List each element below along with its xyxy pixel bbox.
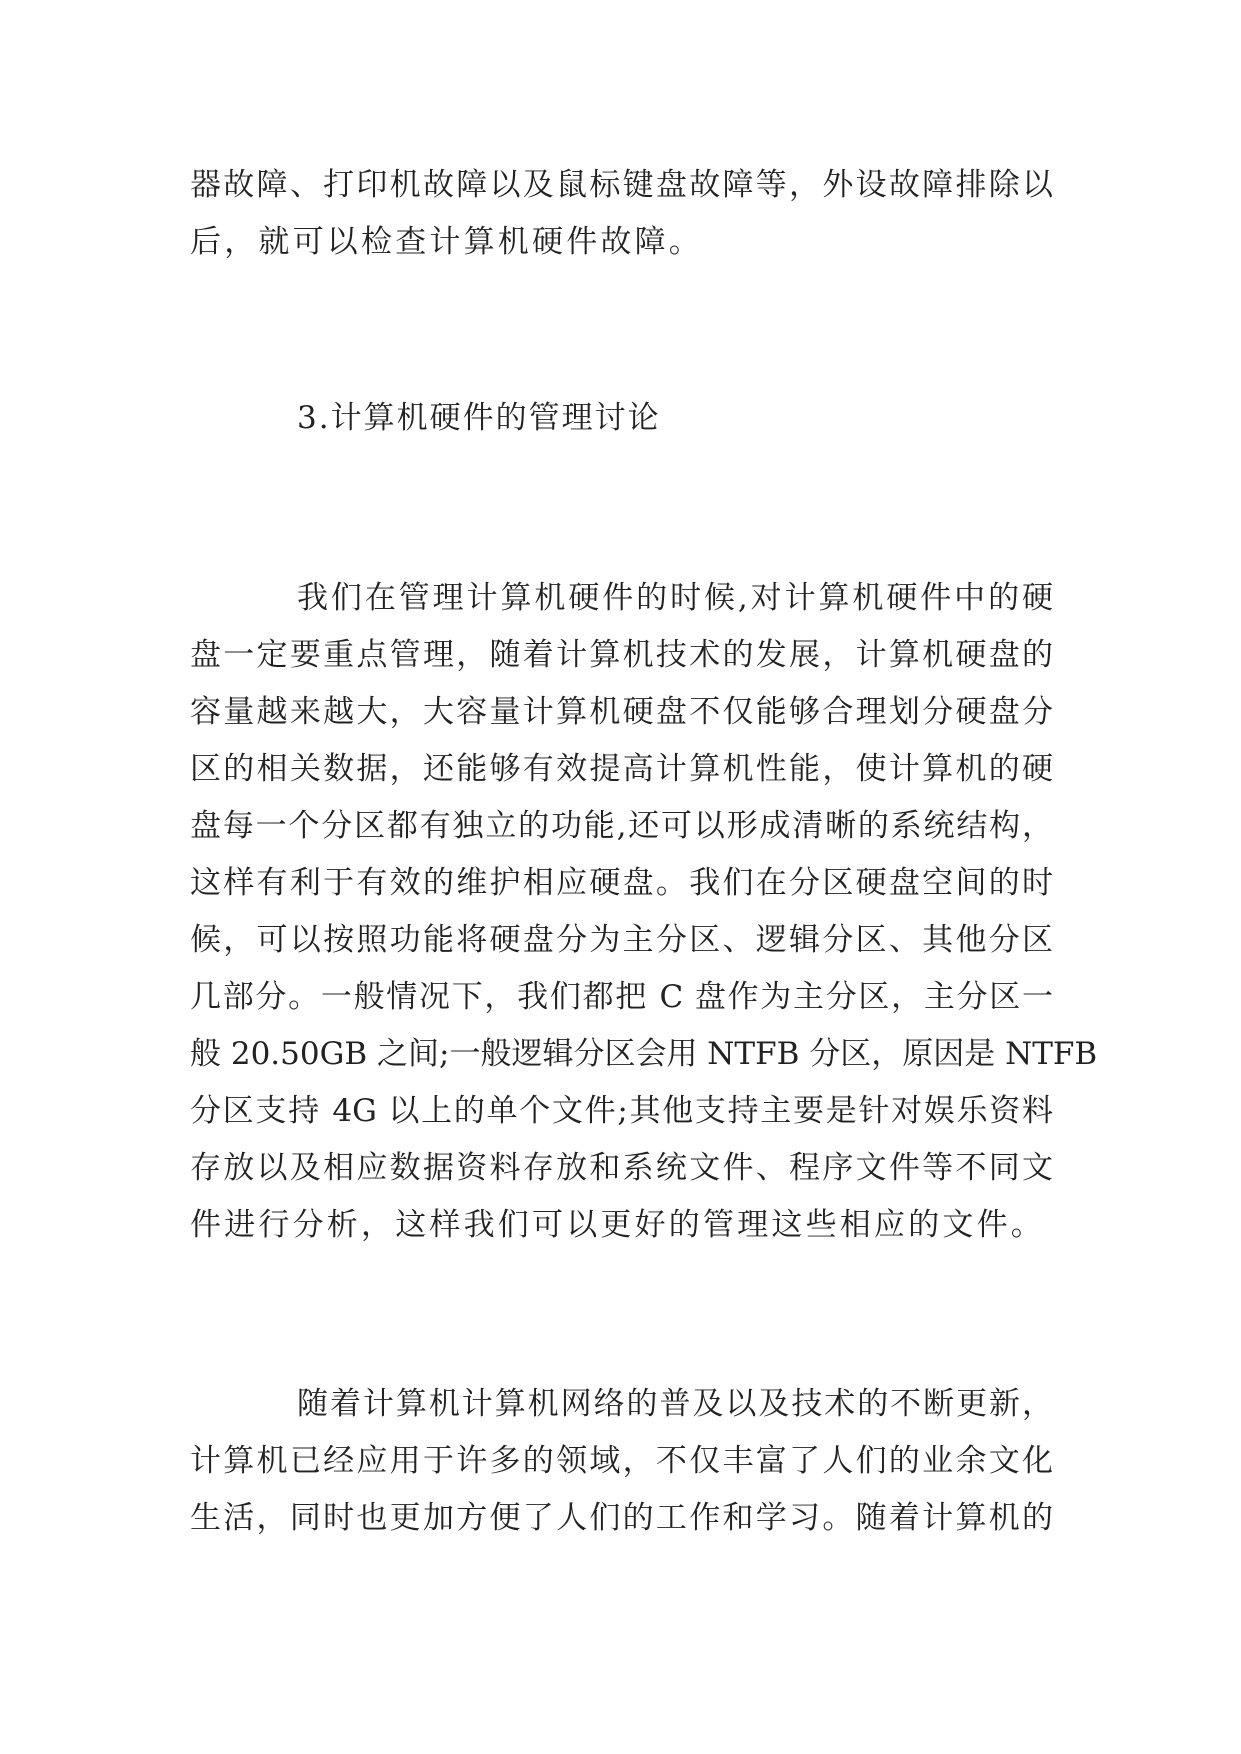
section-heading: 3.计算机硬件的管理讨论 xyxy=(297,400,661,436)
paragraph-2-line-9: 般 20.50GB 之间;一般逻辑分区会用 NTFB 分区，原因是 NTFB xyxy=(190,1036,1098,1072)
paragraph-2-line-4: 区的相关数据，还能够有效提高计算机性能，使计算机的硬 xyxy=(190,751,1053,787)
paragraph-2-line-7: 候，可以按照功能将硬盘分为主分区、逻辑分区、其他分区 xyxy=(190,922,1053,958)
paragraph-2-line-8: 几部分。一般情况下，我们都把 C 盘作为主分区，主分区一 xyxy=(190,979,1053,1015)
paragraph-1-line-2: 后，就可以检查计算机硬件故障。 xyxy=(190,224,703,260)
paragraph-2-line-5: 盘每一个分区都有独立的功能,还可以形成清晰的系统结构， xyxy=(190,808,1053,844)
paragraph-1-line-1: 器故障、打印机故障以及鼠标键盘故障等，外设故障排除以 xyxy=(190,167,1053,203)
paragraph-2-line-6: 这样有利于有效的维护相应硬盘。我们在分区硬盘空间的时 xyxy=(190,865,1053,901)
paragraph-2-line-1: 我们在管理计算机硬件的时候,对计算机硬件中的硬 xyxy=(297,580,1053,616)
paragraph-2-line-11: 存放以及相应数据资料存放和系统文件、程序文件等不同文 xyxy=(190,1150,1053,1186)
paragraph-2-line-2: 盘一定要重点管理，随着计算机技术的发展，计算机硬盘的 xyxy=(190,637,1053,673)
paragraph-3-line-3: 生活，同时也更加方便了人们的工作和学习。随着计算机的 xyxy=(190,1500,1053,1536)
paragraph-3-line-2: 计算机已经应用于许多的领域，不仅丰富了人们的业余文化 xyxy=(190,1443,1053,1479)
paragraph-2-line-10: 分区支持 4G 以上的单个文件;其他支持主要是针对娱乐资料 xyxy=(190,1093,1053,1129)
paragraph-2-line-3: 容量越来越大，大容量计算机硬盘不仅能够合理划分硬盘分 xyxy=(190,694,1053,730)
paragraph-3-line-1: 随着计算机计算机网络的普及以及技术的不断更新， xyxy=(297,1386,1053,1422)
paragraph-2-line-12: 件进行分析，这样我们可以更好的管理这些相应的文件。 xyxy=(190,1207,1045,1243)
